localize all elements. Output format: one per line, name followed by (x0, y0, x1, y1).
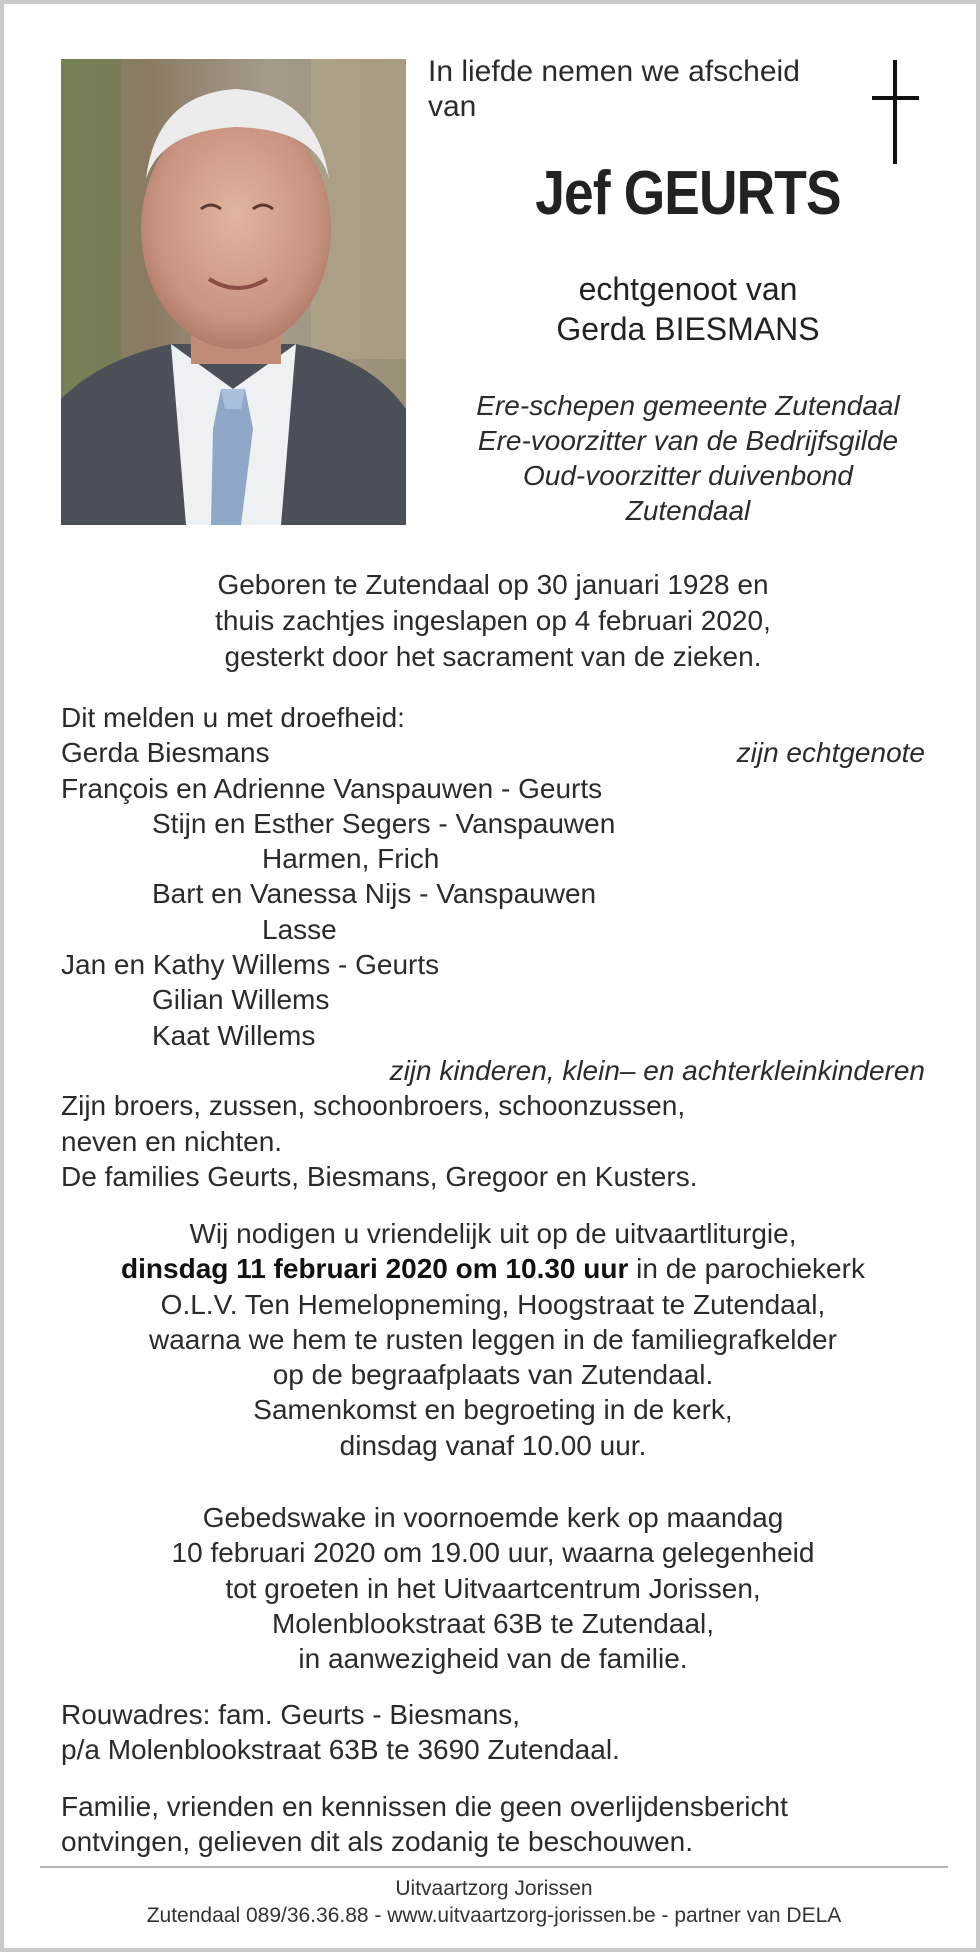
title-line: Zutendaal (625, 495, 751, 526)
mourning-address (61, 1697, 925, 1768)
child-entry: François en Adrienne Vanspauwen - Geurts (61, 772, 603, 804)
spouse-block (428, 269, 948, 349)
vigil-line: Molenblookstraat 63B te Zutendaal, (271, 1607, 715, 1639)
family-intro: Dit melden u met droefheid: (61, 702, 405, 733)
liturgy-date-line (61, 1251, 925, 1286)
siblings-line: neven en nichten. (61, 1125, 283, 1157)
liturgy-line: dinsdag vanaf 10.00 uur. (339, 1429, 647, 1461)
grandchild-entry: Stijn en Esther Segers - Vanspauwen (152, 807, 616, 839)
children-role: zijn kinderen, klein– en achterkleinkinderen (389, 1054, 925, 1086)
birth-line: thuis zachtjes ingeslapen op 4 februari 2020, (215, 605, 771, 636)
birth-line: Geboren te Zutendaal op 30 januari 1928 en (217, 569, 769, 600)
liturgy-location: in de parochiekerk (628, 1253, 865, 1285)
greatgrandchild-entry: Lasse (262, 913, 337, 945)
footer-contact: Zutendaal 089/36.36.88 - www.uitvaartzorg-jorissen.be - partner van DELA (146, 1904, 842, 1927)
spouse-label: echtgenoot van (578, 271, 798, 307)
liturgy-date: dinsdag 11 februari 2020 om 10.30 uur (121, 1253, 629, 1285)
child-entry: Jan en Kathy Willems - Geurts (61, 949, 440, 981)
birth-line: gesterkt door het sacrament van de zieken. (224, 641, 762, 672)
intro-line: van (428, 90, 477, 123)
address-line: p/a Molenblookstraat 63B te 3690 Zutendaal. (61, 1734, 620, 1766)
notice-line: Familie, vrienden en kennissen die geen overlijdensbericht (61, 1791, 788, 1822)
funeral-liturgy (61, 1216, 925, 1463)
liturgy-line: Samenkomst en begroeting in de kerk, (253, 1394, 733, 1426)
intro-line: In liefde nemen we afscheid (428, 55, 800, 88)
footer (40, 1875, 948, 1929)
vigil-line: Gebedswake in voornoemde kerk op maandag (202, 1502, 784, 1533)
liturgy-line: O.L.V. Ten Hemelopneming, Hoogstraat te Zutendaal, (160, 1288, 826, 1320)
footer-divider (40, 1866, 948, 1868)
notice-text (61, 1789, 925, 1860)
title-line: Ere-voorzitter van de Bedrijfsgilde (477, 425, 899, 456)
honorary-titles (428, 388, 948, 528)
notice-line: ontvingen, gelieven dit als zodanig te beschouwen. (61, 1826, 693, 1858)
cross-icon (866, 60, 926, 164)
vigil-line: in aanwezigheid van de familie. (298, 1643, 688, 1675)
siblings-line: Zijn broers, zussen, schoonbroers, schoonzussen, (61, 1090, 686, 1122)
families-line: De families Geurts, Biesmans, Gregoor en Kusters. (61, 1160, 698, 1192)
birth-death-text (61, 567, 925, 675)
title-line: Oud-voorzitter duivenbond (523, 460, 853, 491)
family-list (61, 700, 925, 1194)
grandchild-entry: Bart en Vanessa Nijs - Vanspauwen (152, 878, 597, 910)
greatgrandchild-entry: Harmen, Frich (262, 843, 440, 875)
title-line: Ere-schepen gemeente Zutendaal (476, 390, 900, 421)
address-line: Rouwadres: fam. Geurts - Biesmans, (61, 1699, 521, 1730)
portrait-photo (61, 59, 406, 525)
deceased-name: Jef GEURTS (535, 159, 841, 228)
spouse-row (61, 735, 925, 770)
prayer-vigil (61, 1500, 925, 1676)
footer-company: Uitvaartzorg Jorissen (395, 1877, 593, 1900)
liturgy-line: waarna we hem te rusten leggen in de familiegrafkelder (149, 1323, 837, 1355)
vigil-line: tot groeten in het Uitvaartcentrum Jorissen, (225, 1572, 761, 1604)
intro-text (428, 54, 828, 124)
spouse-family-name: Gerda Biesmans (61, 737, 270, 769)
spouse-name: Gerda BIESMANS (556, 311, 820, 347)
grandchild-entry: Kaat Willems (152, 1019, 316, 1051)
vigil-line: 10 februari 2020 om 19.00 uur, waarna gelegenheid (171, 1537, 815, 1569)
liturgy-line: Wij nodigen u vriendelijk uit op de uitvaartliturgie, (189, 1218, 797, 1249)
grandchild-entry: Gilian Willems (152, 984, 330, 1016)
liturgy-line: op de begraafplaats van Zutendaal. (272, 1359, 714, 1391)
spouse-role: zijn echtgenote (736, 737, 925, 769)
